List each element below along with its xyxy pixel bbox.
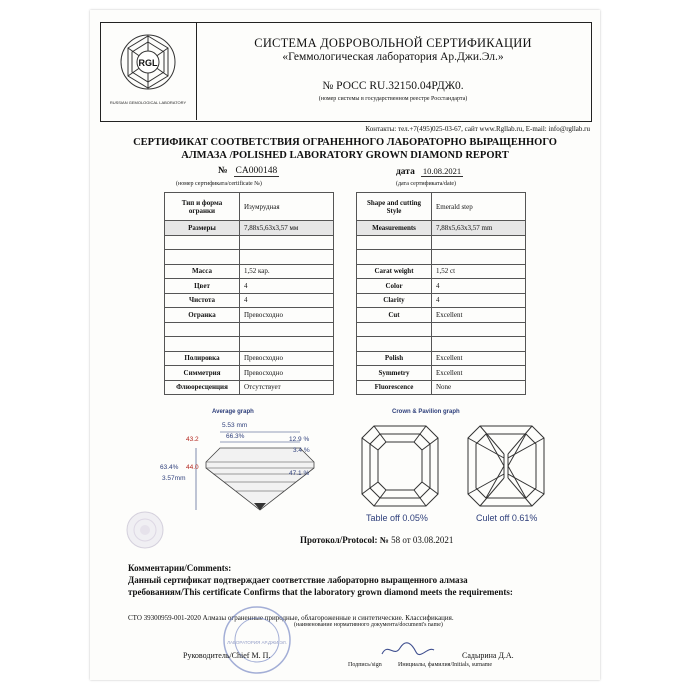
- ru-prop-row: [165, 193, 334, 221]
- en-prop-value: [432, 235, 526, 250]
- en-prop-key: [357, 235, 432, 250]
- properties-table-ru: [164, 192, 334, 395]
- ru-prop-row: [165, 351, 334, 366]
- ru-prop-key: Флюоресценция: [165, 380, 240, 395]
- ru-prop-value: 7,88x5,63x3,57 мм: [240, 221, 334, 236]
- ru-prop-value: [240, 235, 334, 250]
- en-prop-row: [357, 250, 526, 265]
- ru-prop-row: [165, 279, 334, 294]
- en-prop-value: [432, 337, 526, 352]
- ru-prop-key: [165, 322, 240, 337]
- ru-prop-row: [165, 322, 334, 337]
- ru-prop-value: 4: [240, 279, 334, 294]
- en-prop-key: Color: [357, 279, 432, 294]
- en-prop-value: Excellent: [432, 308, 526, 323]
- ru-prop-row: [165, 293, 334, 308]
- en-prop-row: [357, 366, 526, 381]
- en-prop-key: Shape and cutting Style: [357, 193, 432, 221]
- signature-mark: [378, 640, 438, 660]
- certificate-date-caption: (дата сертификата/date): [396, 181, 457, 187]
- ru-prop-value: 1,52 кар.: [240, 264, 334, 279]
- ru-prop-key: Огранка: [165, 308, 240, 323]
- ru-prop-key: [165, 250, 240, 265]
- en-prop-key: [357, 250, 432, 265]
- ru-prop-key: Полировка: [165, 351, 240, 366]
- table-pct-label: 66.3%: [226, 433, 245, 440]
- standard-document-caption: (наименование нормативного документа/document's name): [294, 622, 443, 628]
- ru-prop-key: Цвет: [165, 279, 240, 294]
- ru-prop-row: [165, 235, 334, 250]
- logo-caption: RUSSIAN GEMOLOGICAL LABORATORY: [109, 100, 187, 105]
- en-prop-key: Cut: [357, 308, 432, 323]
- crown-pct-label: 12.9 %: [289, 436, 310, 443]
- en-prop-key: Fluorescence: [357, 380, 432, 395]
- stamp-text: ЛАБОРАТОРИЯ АР.ДЖИ.ЭЛ.: [227, 640, 287, 645]
- properties-table-en: [356, 192, 526, 395]
- ru-prop-row: [165, 380, 334, 395]
- registry-caption: (номер системы в государственном реестре Росстандарта): [318, 96, 468, 102]
- system-title: СИСТЕМА ДОБРОВОЛЬНОЙ СЕРТИФИКАЦИИ: [254, 36, 532, 50]
- en-prop-row: [357, 308, 526, 323]
- en-prop-value: 4: [432, 293, 526, 308]
- en-prop-key: Carat weight: [357, 264, 432, 279]
- ru-prop-row: [165, 337, 334, 352]
- en-prop-row: [357, 337, 526, 352]
- certificate-number-caption: (номер сертификата/certificate №): [176, 181, 262, 187]
- lab-name: «Геммологическая лаборатория Ар.Джи.Эл.»: [282, 51, 504, 63]
- en-prop-row: [357, 221, 526, 236]
- ru-prop-row: [165, 264, 334, 279]
- crown-pavilion-caption: Crown & Pavilion graph: [392, 409, 460, 415]
- ru-prop-key: Тип и форма огранки: [165, 193, 240, 221]
- en-prop-value: Excellent: [432, 366, 526, 381]
- certificate-date-label: дата: [396, 167, 415, 177]
- pavilion-angle-label: 44.0: [186, 464, 199, 471]
- en-prop-row: [357, 279, 526, 294]
- lab-stamp: [222, 604, 292, 676]
- name-caption: Инициалы, фамилия/Initials, surname: [398, 662, 493, 668]
- comments-line2: требованиям/This certificate Confirms that the laboratory grown diamond meets the requirements:: [128, 587, 513, 597]
- registry-number: № РОСС RU.32150.04РДЖ0.: [322, 80, 464, 92]
- ru-prop-value: [240, 322, 334, 337]
- culet-off-label: Culet off 0.61%: [476, 513, 538, 523]
- sign-caption: Подпись/sign: [348, 662, 382, 668]
- pavilion-pct-label: 47.1 %: [289, 470, 310, 477]
- depth-pct-label: 63.4%: [160, 464, 179, 471]
- protocol-label: Протокол/Protocol: №: [300, 535, 389, 545]
- certificate-title-line1: СЕРТИФИКАТ СООТВЕТСТВИЯ ОГРАНЕННОГО ЛАБОРАТОРНО ВЫРАЩЕННОГО: [133, 137, 557, 148]
- en-prop-value: None: [432, 380, 526, 395]
- ru-prop-key: Размеры: [165, 221, 240, 236]
- en-prop-key: Symmetry: [357, 366, 432, 381]
- en-prop-key: Clarity: [357, 293, 432, 308]
- ru-prop-value: [240, 250, 334, 265]
- ru-prop-row: [165, 366, 334, 381]
- average-graph-caption: Average graph: [212, 409, 254, 415]
- standard-document: СТО 39300959-001-2020 Алмазы ограненные природные, облагороженные и синтетические. Классификация.: [128, 614, 454, 622]
- chief-label: Руководитель/Chief М. П.: [183, 651, 271, 660]
- en-prop-value: [432, 322, 526, 337]
- protocol-number: [300, 535, 453, 545]
- ru-prop-key: Чистота: [165, 293, 240, 308]
- certificate-number-value: CA000148: [235, 166, 278, 176]
- en-prop-row: [357, 351, 526, 366]
- rgl-logo-icon: [118, 32, 178, 92]
- ru-prop-key: Симметрия: [165, 366, 240, 381]
- ru-prop-row: [165, 308, 334, 323]
- certificate-date-value: 10.08.2021: [422, 166, 462, 176]
- en-prop-value: 7,88x5,63x3,57 mm: [432, 221, 526, 236]
- en-prop-key: [357, 322, 432, 337]
- en-prop-key: [357, 337, 432, 352]
- rgl-logo: [100, 22, 197, 120]
- ru-prop-value: Изумрудная: [240, 193, 334, 221]
- ru-prop-value: [240, 337, 334, 352]
- en-prop-row: [357, 322, 526, 337]
- en-prop-value: Excellent: [432, 351, 526, 366]
- certificate-number-label: №: [218, 166, 228, 176]
- ru-prop-row: [165, 221, 334, 236]
- certificate-number: [218, 166, 279, 176]
- en-prop-row: [357, 235, 526, 250]
- en-prop-key: Measurements: [357, 221, 432, 236]
- contacts-line: Контакты: тел.+7(495)025-03-67, сайт www.Rgllab.ru, E-mail: info@rgllab.ru: [365, 125, 590, 133]
- en-prop-row: [357, 193, 526, 221]
- certificate-title-line2: АЛМАЗА /POLISHED LABORATORY GROWN DIAMOND REPORT: [181, 150, 509, 161]
- ru-prop-value: Превосходно: [240, 366, 334, 381]
- en-prop-value: 1,52 ct: [432, 264, 526, 279]
- crown-view-diagram: [360, 424, 440, 508]
- table-off-label: Table off 0.05%: [366, 513, 428, 523]
- crown-angle-label: 43.2: [186, 436, 199, 443]
- hologram-seal-icon: [125, 510, 165, 550]
- table-mm-label: 5.53 mm: [222, 422, 248, 429]
- protocol-value: 58 от 03.08.2021: [391, 535, 454, 545]
- en-prop-row: [357, 264, 526, 279]
- en-prop-row: [357, 380, 526, 395]
- ru-prop-key: [165, 337, 240, 352]
- ru-prop-value: 4: [240, 293, 334, 308]
- ru-prop-value: Отсутствует: [240, 380, 334, 395]
- certificate-date: [396, 166, 463, 177]
- en-prop-value: [432, 250, 526, 265]
- comments-line1: Данный сертификат подтверждает соответствие лабораторно выращенного алмаза: [128, 575, 468, 585]
- ru-prop-value: Превосходно: [240, 308, 334, 323]
- en-prop-value: 4: [432, 279, 526, 294]
- ru-prop-key: [165, 235, 240, 250]
- en-prop-row: [357, 293, 526, 308]
- ru-prop-value: Превосходно: [240, 351, 334, 366]
- chief-name: Садырина Д.А.: [462, 651, 514, 660]
- pavilion-view-diagram: [466, 424, 546, 508]
- comments-label: Комментарии/Comments:: [128, 563, 232, 573]
- average-graph-diagram: [180, 418, 340, 518]
- ru-prop-row: [165, 250, 334, 265]
- en-prop-key: Polish: [357, 351, 432, 366]
- depth-mm-label: 3.57mm: [162, 475, 186, 482]
- en-prop-value: Emerald step: [432, 193, 526, 221]
- logo-text: RGL: [138, 58, 158, 68]
- girdle-pct-label: 3.4 %: [293, 447, 310, 454]
- ru-prop-key: Масса: [165, 264, 240, 279]
